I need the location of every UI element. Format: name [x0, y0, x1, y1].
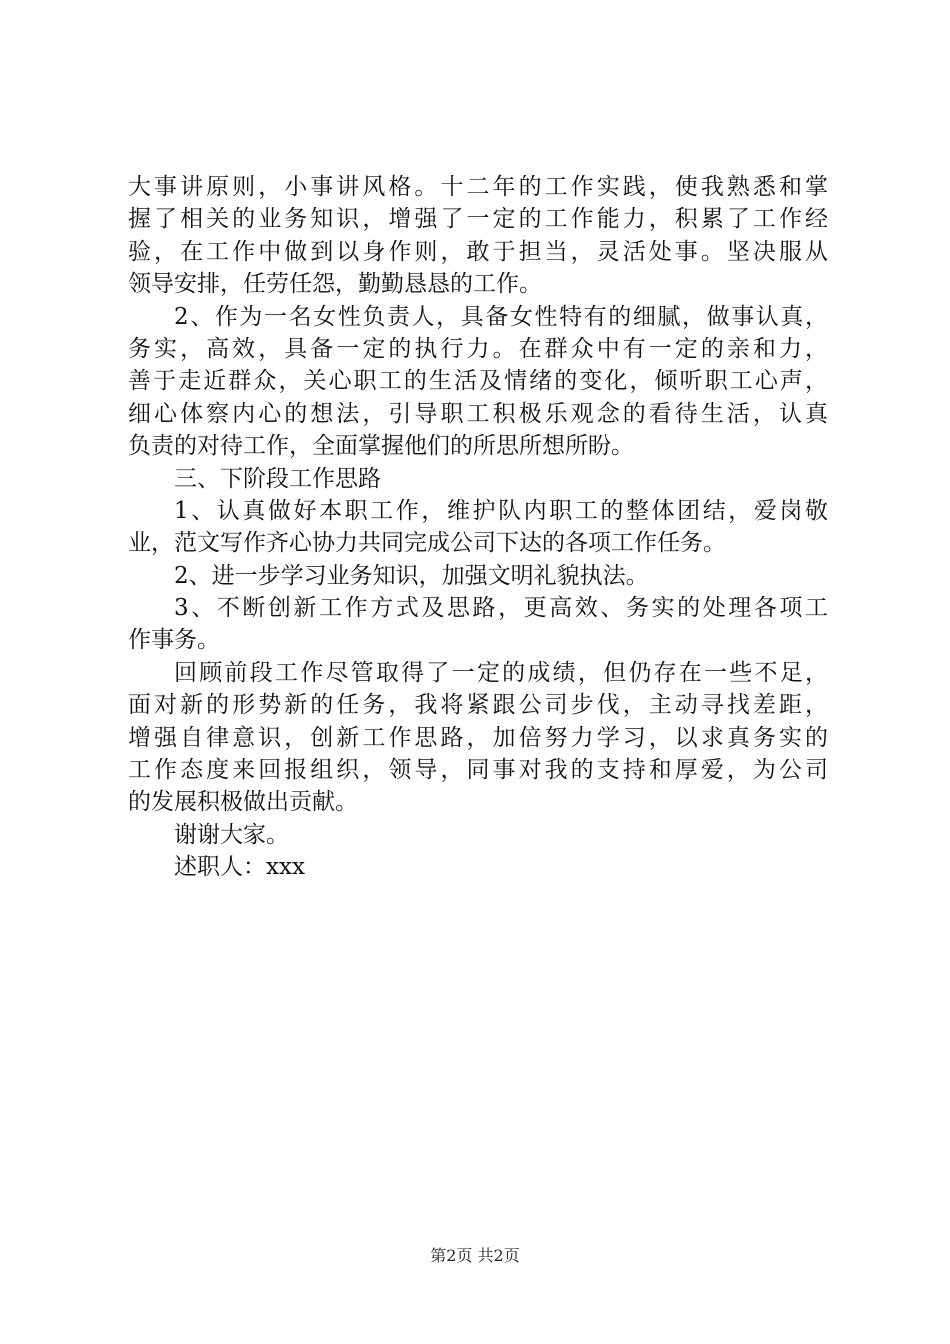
section-heading: 三、下阶段工作思路 [174, 465, 381, 492]
text-line: 1、认真做好本职工作，维护队内职工的整体团结，爱岗敬 [174, 497, 828, 524]
text-line: 务实，高效，具备一定的执行力。在群众中有一定的亲和力， [128, 335, 828, 362]
text-line: 面对新的形势新的任务，我将紧跟公司步伐，主动寻找差距， [128, 692, 828, 719]
text-line: 回顾前段工作尽管取得了一定的成绩，但仍存在一些不足， [174, 659, 828, 686]
text-line: 善于走近群众，关心职工的生活及情绪的变化，倾听职工心声， [128, 368, 828, 395]
text-line: 大事讲原则，小事讲风格。十二年的工作实践，使我熟悉和掌 [128, 174, 828, 200]
text-line: 作事务。 [128, 627, 220, 654]
text-line: 的发展积极做出贡献。 [128, 789, 358, 816]
text-line: 验，在工作中做到以身作则，敢于担当，灵活处事。坚决服从 [128, 238, 828, 265]
page-number-footer: 第2页 共2页 [430, 1246, 520, 1265]
text-line: 领导安排，任劳任怨，勤勤恳恳的工作。 [128, 271, 542, 298]
closing-thanks: 谢谢大家。 [174, 821, 289, 848]
document-body [128, 171, 828, 884]
text-line: 细心体察内心的想法，引导职工积极乐观念的看待生活，认真 [128, 400, 828, 427]
text-line: 握了相关的业务知识，增强了一定的工作能力，积累了工作经 [128, 206, 828, 233]
text-line: 负责的对待工作，全面掌握他们的所思所想所盼。 [128, 433, 634, 460]
text-line: 业，范文写作齐心协力共同完成公司下达的各项工作任务。 [128, 530, 726, 557]
text-line: 增强自律意识，创新工作思路，加倍努力学习，以求真务实的 [128, 724, 828, 751]
text-line: 2、进一步学习业务知识，加强文明礼貌执法。 [174, 562, 649, 589]
text-line: 3、不断创新工作方式及思路，更高效、务实的处理各项工 [174, 595, 828, 622]
signature-line: 述职人：xxx [174, 854, 305, 881]
text-line: 2、作为一名女性负责人，具备女性特有的细腻，做事认真， [174, 303, 828, 330]
text-line: 工作态度来回报组织，领导，同事对我的支持和厚爱，为公司 [128, 757, 828, 784]
